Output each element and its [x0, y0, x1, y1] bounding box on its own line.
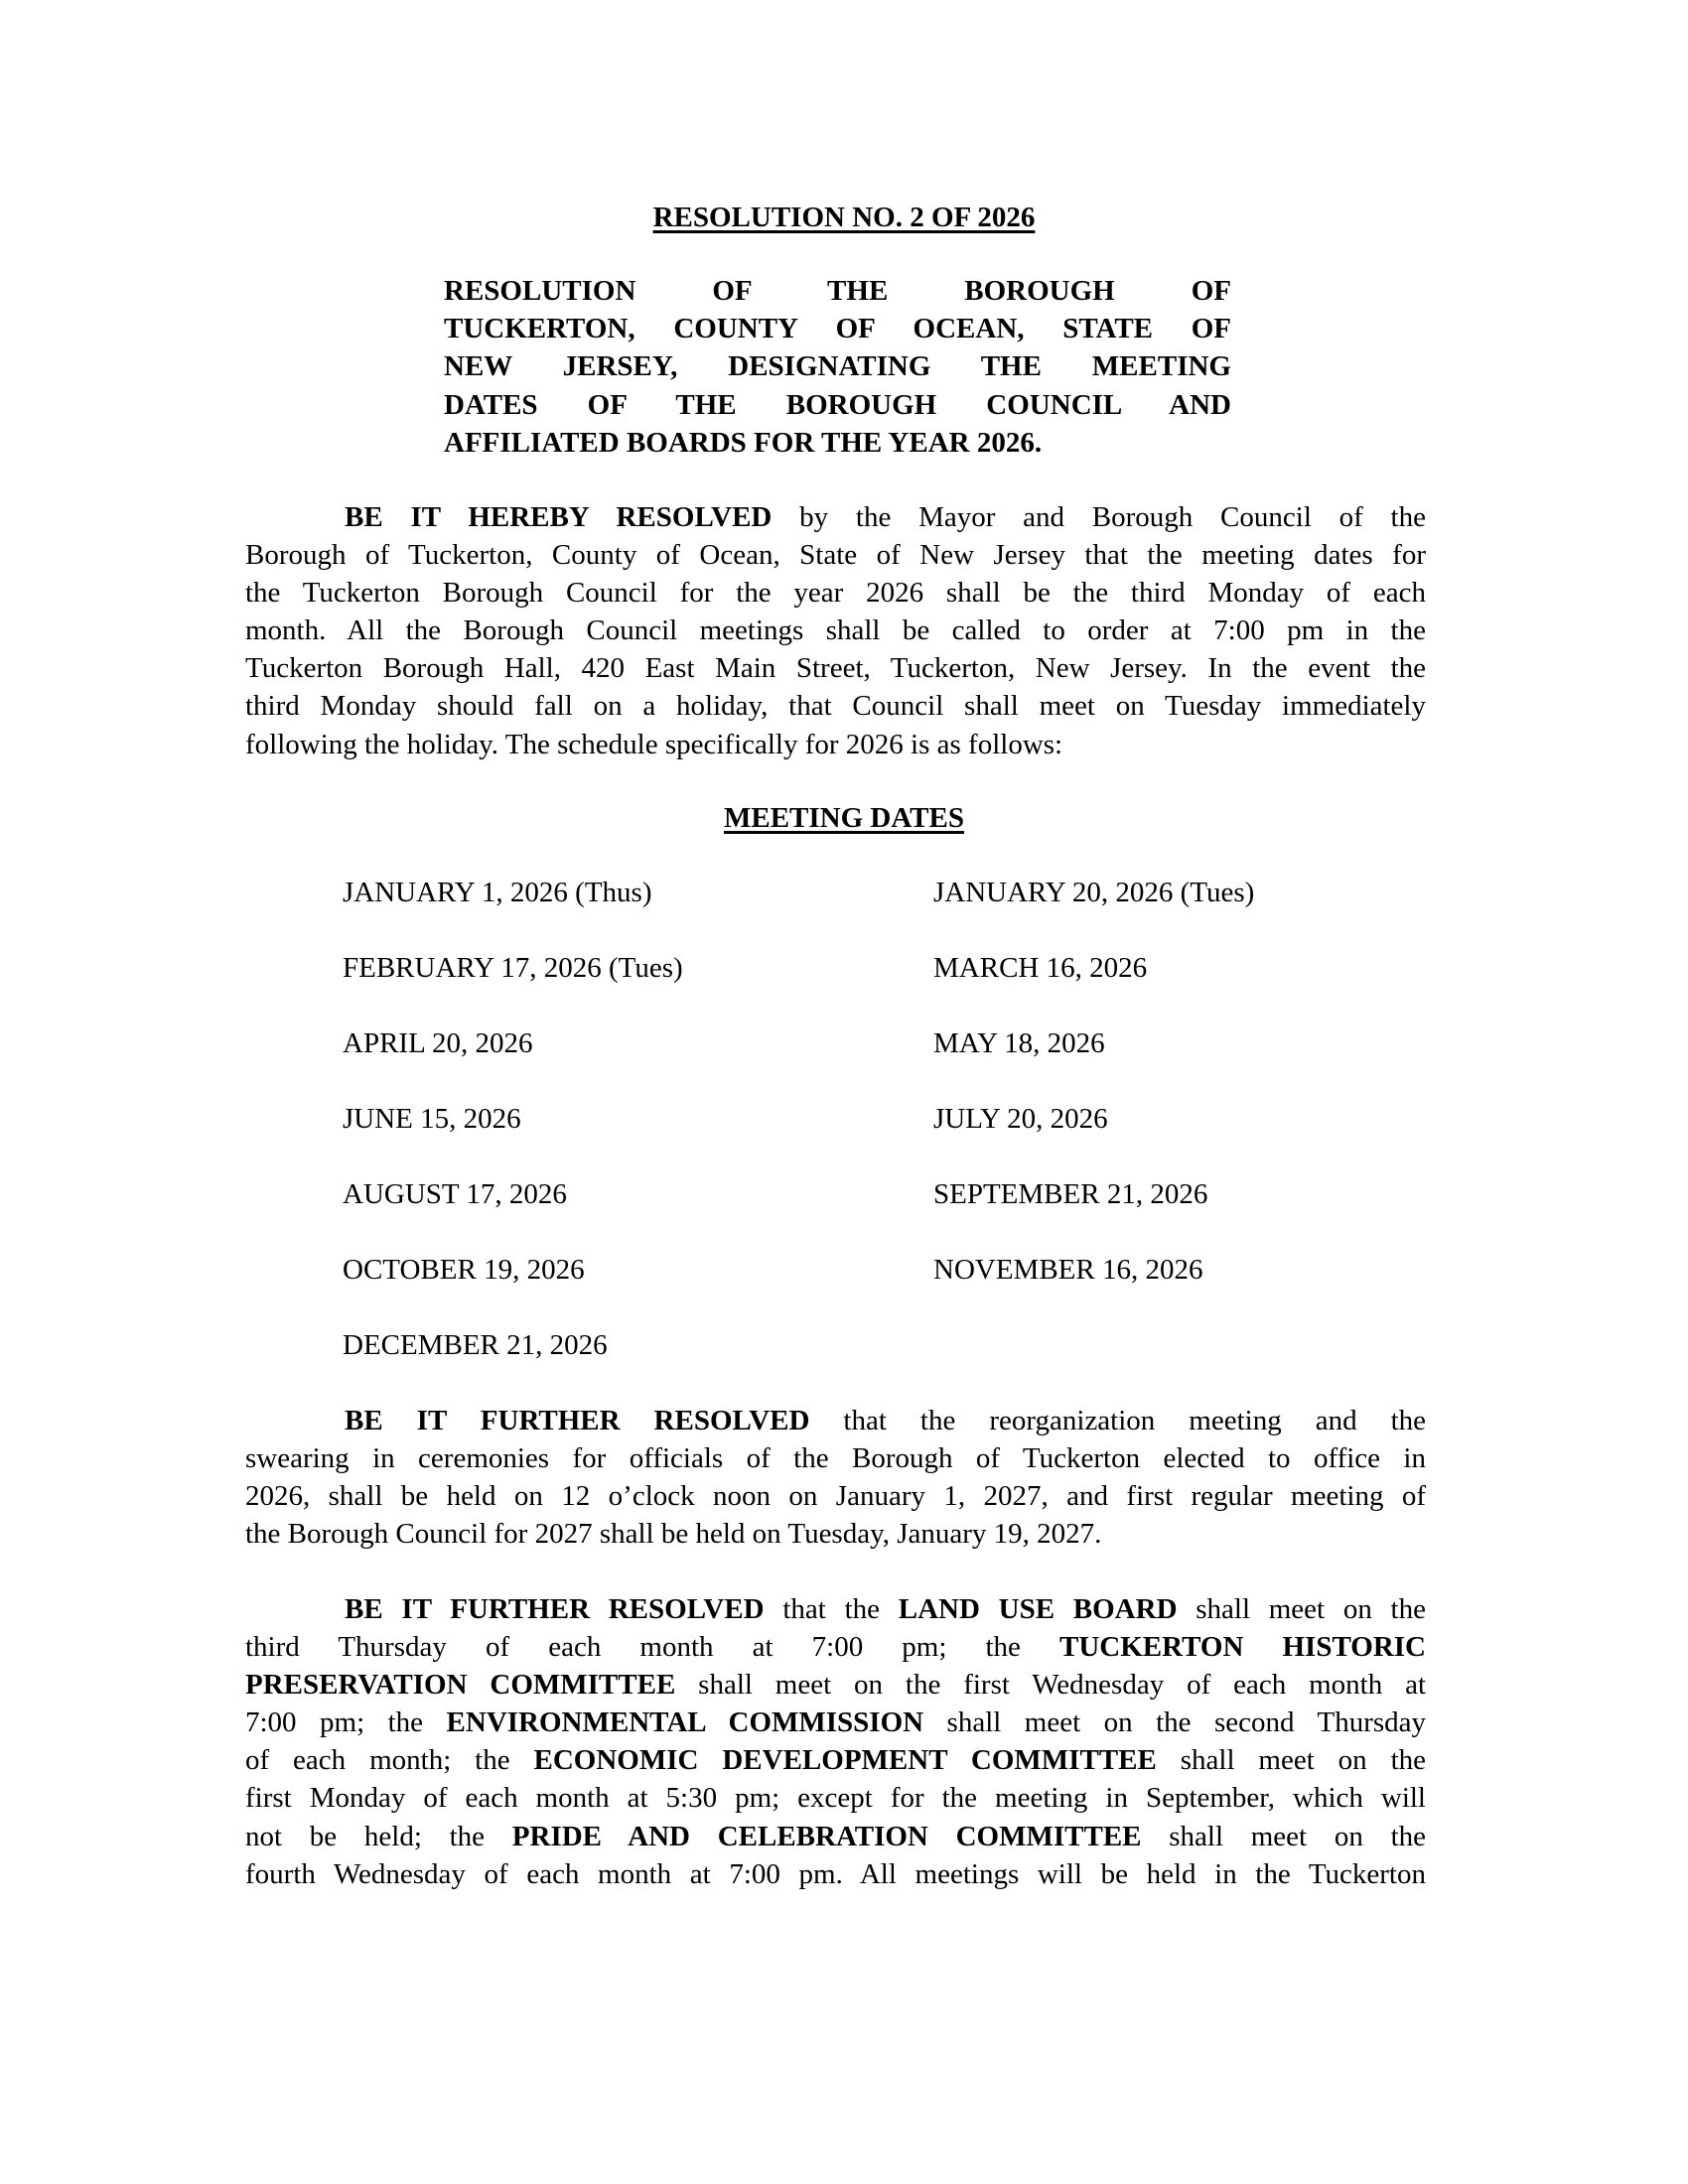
meeting-date: JANUARY 20, 2026 (Tues) [933, 877, 1255, 908]
paragraph-line [245, 1477, 1426, 1515]
meeting-dates-heading [0, 799, 1688, 837]
paragraph-hereby-resolved [245, 498, 1426, 763]
paragraph-line [245, 1666, 1426, 1704]
meeting-date: JUNE 15, 2026 [343, 1103, 521, 1135]
line-text: third Thursday of each month at 7:00 pm; the [245, 1631, 1060, 1664]
paragraph-line [245, 536, 1426, 574]
paragraph-line [245, 1590, 1426, 1628]
line-text: the Tuckerton Borough Council for the year 2026 shall be the third Monday of each [245, 577, 1426, 610]
paragraph-line [245, 1818, 1426, 1855]
paragraph-line [245, 1628, 1426, 1666]
date-row [343, 1024, 1336, 1100]
board-name: TUCKERTON HISTORIC [1059, 1631, 1426, 1664]
date-row [343, 1175, 1336, 1251]
meeting-date: APRIL 20, 2026 [343, 1027, 533, 1059]
subtitle-line: RESOLUTION OF THE BOROUGH OF [444, 275, 1231, 307]
paragraph-line [245, 498, 1426, 536]
line-text: 7:00 pm; the [245, 1706, 447, 1739]
line-text: first Monday of each month at 5:30 pm; except for the meeting in September, which will [245, 1782, 1426, 1815]
subtitle-line: AFFILIATED BOARDS FOR THE YEAR 2026. [444, 426, 1043, 459]
line-text: swearing in ceremonies for officials of the Borough of Tuckerton elected to office in [245, 1442, 1426, 1475]
meeting-dates-list [343, 874, 1336, 1402]
subtitle-line: NEW JERSEY, DESIGNATING THE MEETING [444, 350, 1231, 383]
paragraph-line [245, 1704, 1426, 1741]
paragraph-line [245, 1741, 1426, 1779]
meeting-date: JANUARY 1, 2026 (Thus) [343, 877, 652, 908]
line-text: that the reorganization meeting and the [809, 1405, 1427, 1436]
paragraph-line [245, 1439, 1426, 1477]
meeting-date: AUGUST 17, 2026 [343, 1178, 567, 1210]
date-row [343, 874, 1336, 949]
resolution-title-text: RESOLUTION NO. 2 OF 2026 [652, 202, 1036, 233]
date-row [343, 1100, 1336, 1175]
line-text: Borough of Tuckerton, County of Ocean, State of New Jersey that the meeting dates for [245, 539, 1426, 572]
lead-bold: BE IT FURTHER RESOLVED [345, 1593, 765, 1625]
date-row [343, 1326, 1336, 1402]
meeting-date: JULY 20, 2026 [933, 1103, 1108, 1135]
meeting-date: OCTOBER 19, 2026 [343, 1254, 585, 1286]
meeting-date: SEPTEMBER 21, 2026 [933, 1178, 1208, 1210]
board-name: PRESERVATION COMMITTEE [245, 1669, 676, 1702]
paragraph-line [245, 649, 1426, 687]
date-row [343, 949, 1336, 1024]
line-text: shall meet on the [1177, 1593, 1426, 1625]
lead-bold: BE IT FURTHER RESOLVED [345, 1405, 810, 1436]
meeting-date: MAY 18, 2026 [933, 1027, 1105, 1059]
subtitle-line: DATES OF THE BOROUGH COUNCIL AND [444, 388, 1231, 421]
date-row [343, 1251, 1336, 1326]
paragraph-affiliated-boards [245, 1590, 1426, 1893]
resolution-title [0, 199, 1688, 236]
line-text: shall meet on the first Wednesday of each month at [675, 1669, 1427, 1702]
paragraph-line [245, 574, 1426, 612]
line-text: shall meet on the [1141, 1820, 1426, 1852]
subtitle-line: TUCKERTON, COUNTY OF OCEAN, STATE OF [444, 313, 1231, 345]
meeting-dates-heading-text: MEETING DATES [724, 802, 964, 834]
line-text: not be held; the [245, 1820, 512, 1852]
paragraph-line [245, 612, 1426, 649]
line-text: Tuckerton Borough Hall, 420 East Main Street, Tuckerton, New Jersey. In the event the [245, 652, 1426, 685]
line-text: the Borough Council for 2027 shall be held on Tuesday, January 19, 2027. [245, 1518, 1102, 1551]
line-text: shall meet on the [1156, 1744, 1427, 1777]
line-text: fourth Wednesday of each month at 7:00 pm. All meetings will be held in the Tuckerton [245, 1857, 1426, 1890]
lead-bold: BE IT HEREBY RESOLVED [345, 501, 773, 533]
paragraph-line [245, 1855, 1426, 1893]
board-name: PRIDE AND CELEBRATION COMMITTEE [511, 1820, 1142, 1852]
paragraph-line [245, 1402, 1426, 1439]
paragraph-line [245, 1515, 1426, 1553]
paragraph-line [245, 687, 1426, 725]
board-name: ECONOMIC DEVELOPMENT COMMITTEE [533, 1744, 1157, 1777]
line-text: following the holiday. The schedule specifically for 2026 is as follows: [245, 728, 1063, 760]
meeting-date: FEBRUARY 17, 2026 (Tues) [343, 952, 683, 984]
line-text: of each month; the [245, 1744, 534, 1777]
board-name: LAND USE BOARD [898, 1593, 1178, 1625]
meeting-date: NOVEMBER 16, 2026 [933, 1254, 1203, 1286]
line-text: by the Mayor and Borough Council of the [772, 501, 1426, 533]
board-name: ENVIRONMENTAL COMMISSION [446, 1706, 924, 1739]
line-text: month. All the Borough Council meetings shall be called to order at 7:00 pm in the [245, 614, 1426, 647]
paragraph-reorganization [245, 1402, 1426, 1553]
line-text: shall meet on the second Thursday [923, 1706, 1427, 1739]
line-text: that the [764, 1593, 899, 1625]
paragraph-line [245, 726, 1426, 763]
meeting-date: DECEMBER 21, 2026 [343, 1329, 608, 1361]
line-text: 2026, shall be held on 12 o’clock noon on January 1, 2027, and first regular meeting of [245, 1480, 1426, 1513]
line-text: third Monday should fall on a holiday, that Council shall meet on Tuesday immediately [245, 690, 1426, 723]
meeting-date: MARCH 16, 2026 [933, 952, 1148, 984]
paragraph-line [245, 1779, 1426, 1817]
resolution-subtitle [444, 272, 1231, 462]
